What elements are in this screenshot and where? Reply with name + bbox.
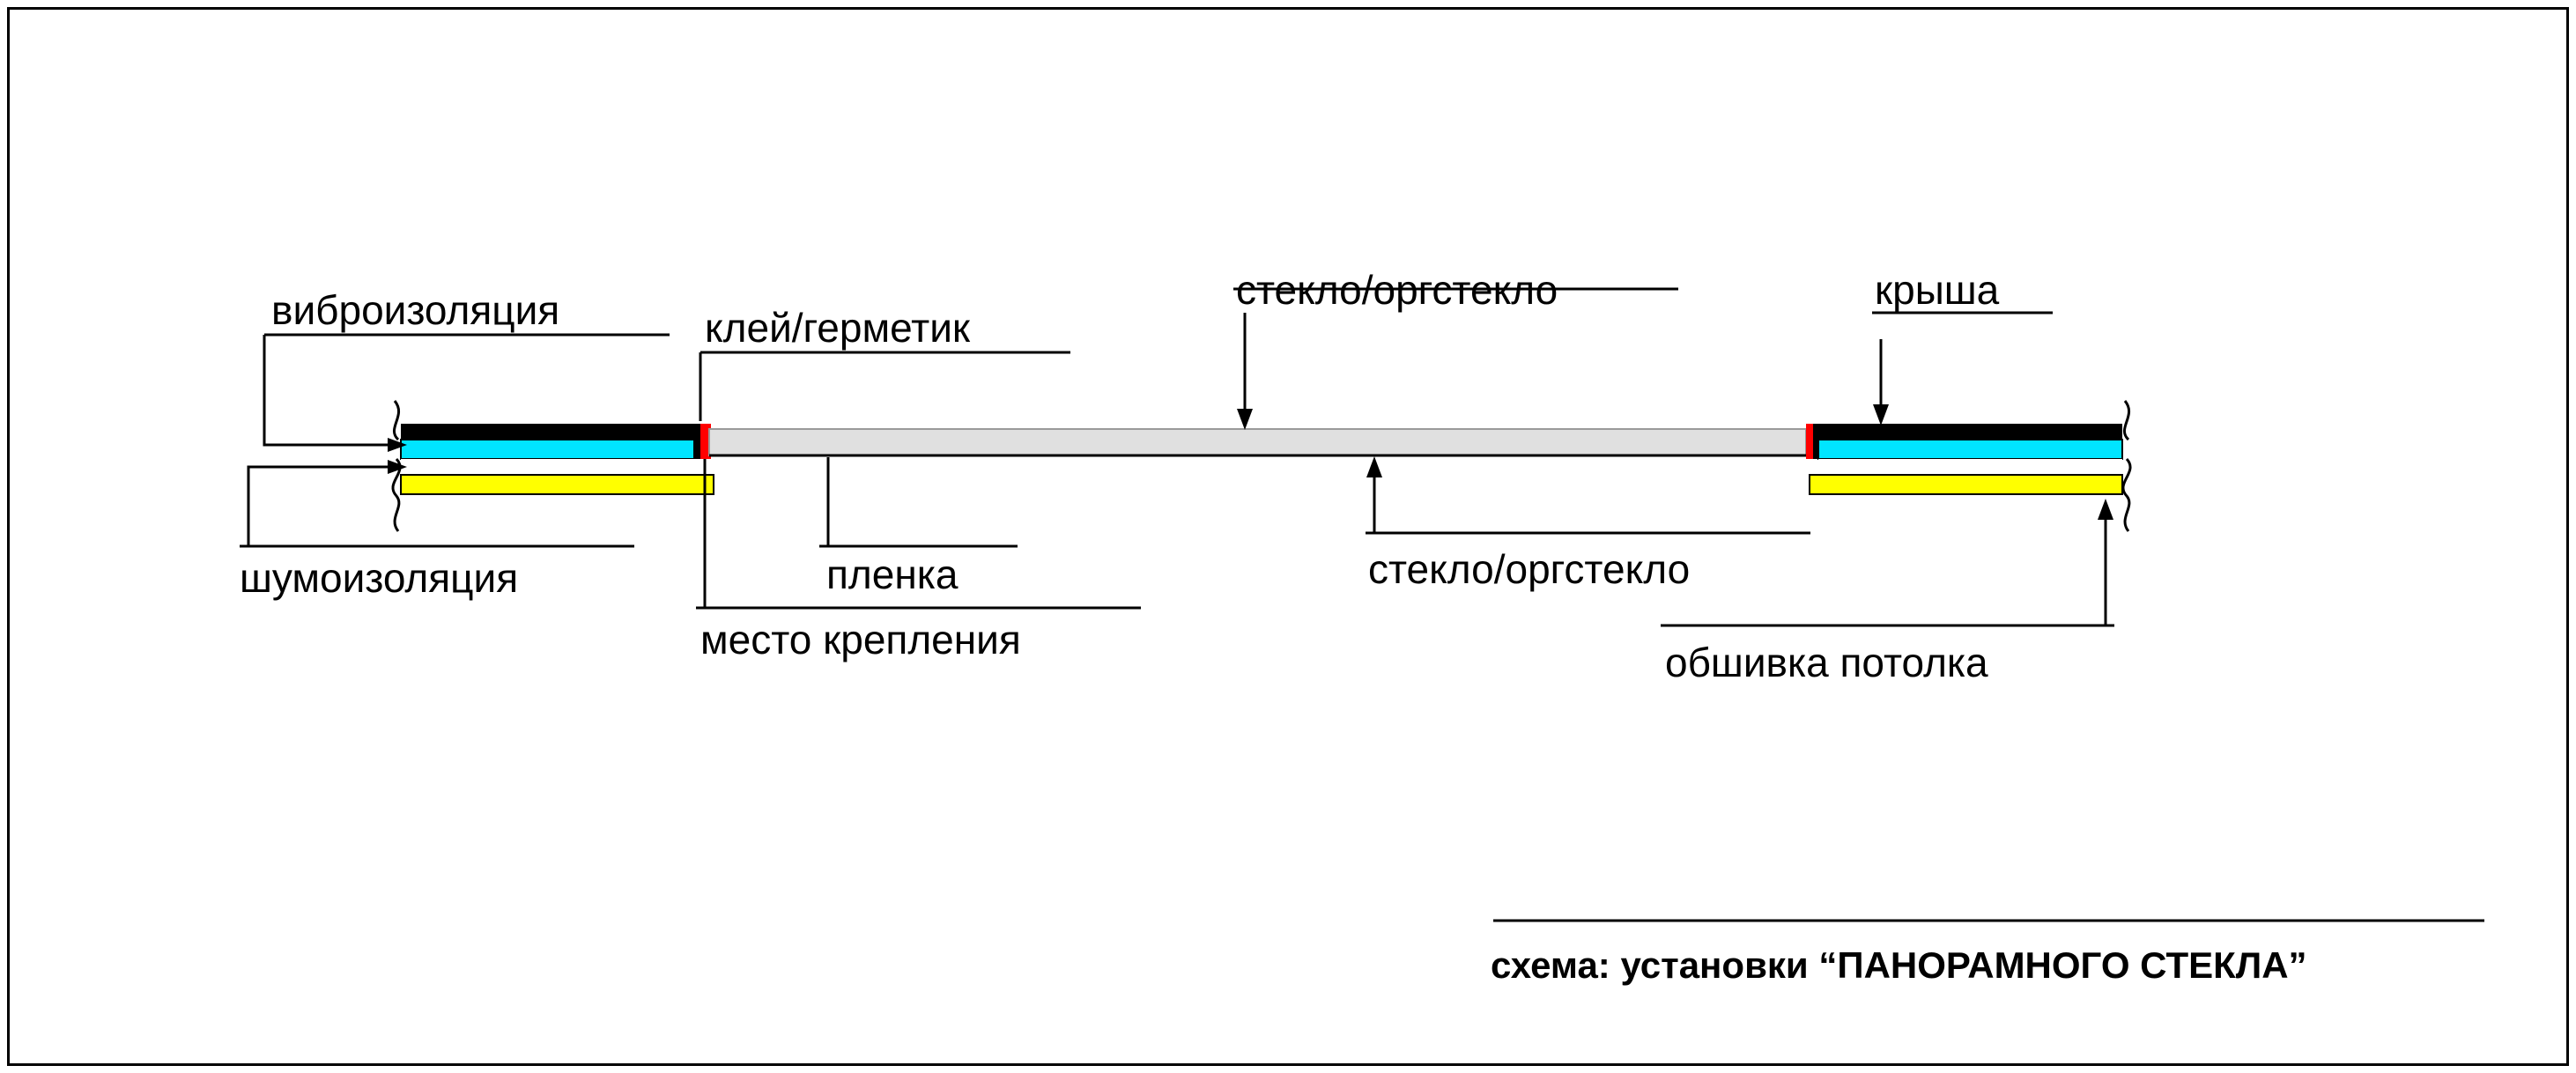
roof-layer-right bbox=[1818, 424, 2122, 440]
glue-left-black-cap bbox=[693, 424, 700, 459]
diagram-caption: схема: установки “ПАНОРАМНОГО СТЕКЛА” bbox=[1491, 944, 2307, 986]
label-mesto-krepleniya: место крепления bbox=[700, 617, 1021, 662]
leader-roof-arrow bbox=[1873, 404, 1889, 426]
label-kley-germetik: клей/герметик bbox=[705, 305, 971, 351]
label-krysha: крыша bbox=[1875, 267, 2000, 313]
leader-glass-top-arrow bbox=[1237, 409, 1253, 430]
label-obshivka-potolka: обшивка потолка bbox=[1665, 640, 1988, 685]
torn-edge-right-upper bbox=[2124, 401, 2128, 440]
label-steklo-orgsteklo-top: стекло/оргстекло bbox=[1236, 267, 1558, 313]
leader-ceiling-arrow bbox=[2098, 499, 2113, 520]
torn-edge-left-upper bbox=[394, 401, 398, 440]
label-steklo-orgsteklo-bottom: стекло/оргстекло bbox=[1368, 546, 1691, 592]
shumo-layer-right bbox=[1810, 475, 2122, 494]
gap-left bbox=[401, 459, 705, 475]
leader-shumo bbox=[248, 467, 395, 546]
leader-glass-bottom-arrow bbox=[1366, 456, 1382, 477]
label-plenka: пленка bbox=[826, 551, 959, 597]
shumo-layer-left bbox=[401, 475, 714, 494]
roof-layer-left bbox=[401, 424, 705, 440]
vibro-layer-left bbox=[401, 440, 705, 459]
glass-panel bbox=[709, 429, 1806, 455]
label-shumoizolyaciya: шумоизоляция bbox=[240, 555, 519, 601]
torn-edge-right-lower bbox=[2123, 459, 2130, 531]
gap-right bbox=[1818, 459, 2122, 475]
vibro-layer-right bbox=[1818, 440, 2122, 459]
leader-vibro bbox=[264, 335, 395, 445]
label-vibroizolyaciya: виброизоляция bbox=[271, 287, 560, 333]
